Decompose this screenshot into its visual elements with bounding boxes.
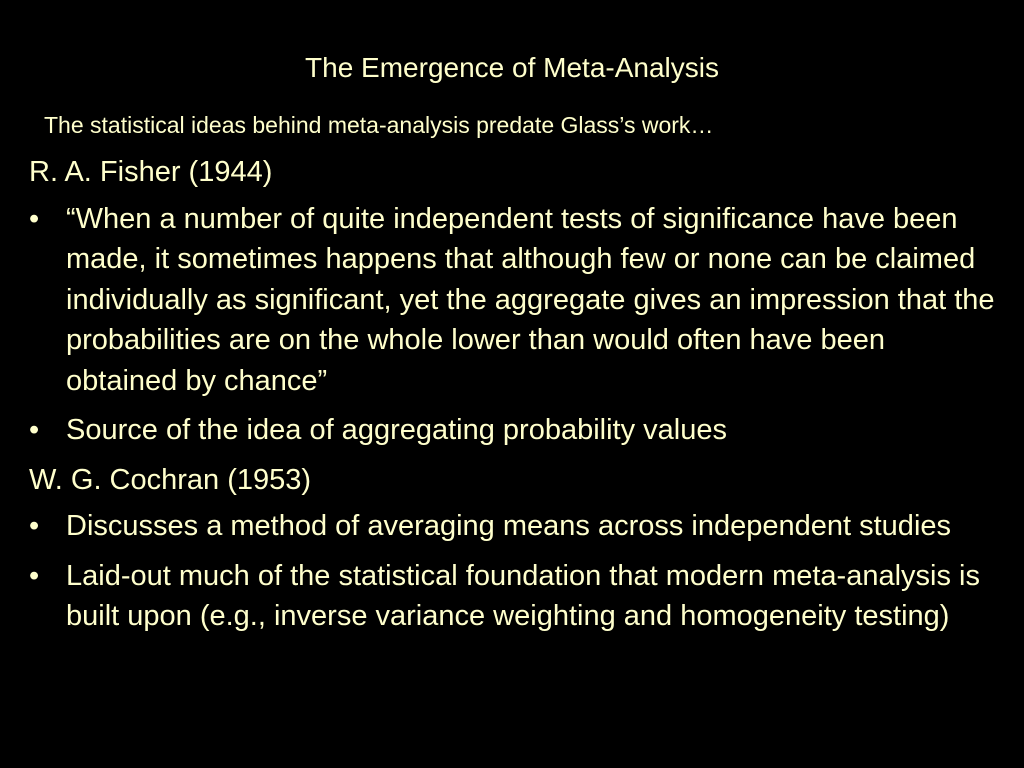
- bullet-icon: •: [29, 510, 40, 542]
- bullet-item: [29, 410, 1004, 451]
- bullet-item: [29, 506, 1004, 547]
- bullet-item: [29, 199, 1004, 402]
- bullet-icon: •: [29, 414, 40, 446]
- bullet-text: “When a number of quite independent tests of significance have been made, it sometimes happens that although few or none can be claimed individually as significant, yet the aggregate gives an impression that the probabilities are on the whole lower than would often have been obtained by chance”: [66, 202, 995, 397]
- slide-subtitle: The statistical ideas behind meta-analysis predate Glass’s work…: [44, 112, 714, 138]
- bullet-item: [29, 556, 1004, 637]
- section-cochran: [29, 460, 1004, 637]
- section-heading: R. A. Fisher (1944): [29, 156, 273, 188]
- bullet-text: Discusses a method of averaging means across independent studies: [66, 510, 952, 542]
- bullet-icon: •: [29, 202, 40, 235]
- bullet-text: Source of the idea of aggregating probability values: [66, 414, 727, 446]
- bullet-list: [29, 199, 1004, 451]
- bullet-list: [29, 506, 1004, 637]
- section-heading: W. G. Cochran (1953): [29, 463, 312, 496]
- bullet-text: Laid-out much of the statistical foundation that modern meta-analysis is built upon (e.g., inverse variance weighting and homogeneity testing): [66, 559, 980, 632]
- bullet-icon: •: [29, 559, 40, 592]
- slide-title: The Emergence of Meta-Analysis: [305, 52, 719, 83]
- section-fisher: [29, 152, 1004, 451]
- slide-content: [29, 152, 1004, 646]
